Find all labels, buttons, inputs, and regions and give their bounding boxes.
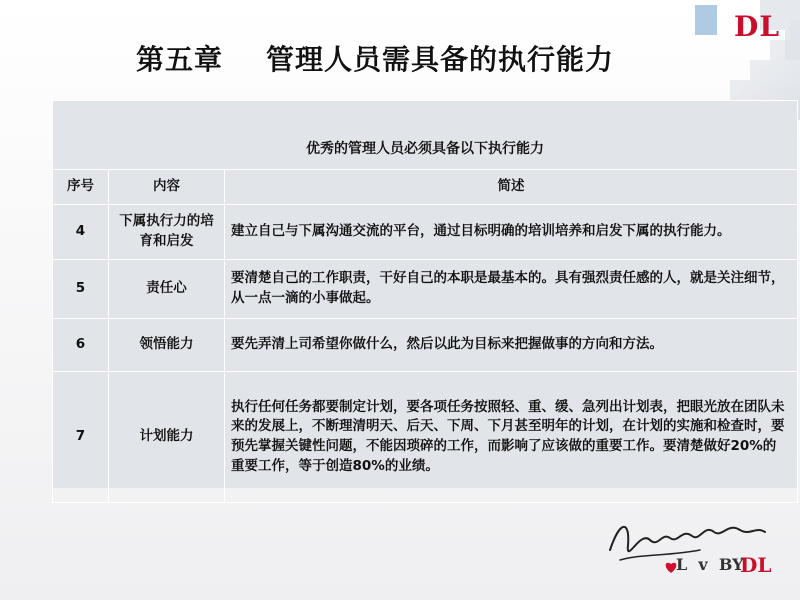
row-description: 执行任何任务都要制定计划，要各项任务按照轻、重、缓、急列出计划表，把眼光放在团队未来的发展上，不断理清明天、后天、下周、下月甚至明年的计划，在计划的实施和检查时，要预先掌握关键性问题，不能因琐碎的工作，而影响了应该做的重要工作。要清楚做好20%的重要工作，等于创造80%的业绩。 [225, 372, 798, 503]
love-brand: DL [740, 553, 772, 577]
header-content: 内容 [109, 170, 225, 205]
table-caption: 优秀的管理人员必须具备以下执行能力 [53, 101, 798, 170]
row-description: 要清楚自己的工作职责，干好自己的本职是最基本的。具有强烈责任感的人，就是关注细节，从一点一滴的小事做起。 [225, 260, 798, 319]
row-content: 计划能力 [109, 372, 225, 503]
table-row [53, 319, 798, 372]
table-caption-row [53, 101, 798, 170]
dl-logo: DL [734, 10, 780, 43]
row-number: 7 [53, 372, 109, 503]
row-number: 4 [53, 205, 109, 260]
row-number: 5 [53, 260, 109, 319]
header-description: 简述 [225, 170, 798, 205]
row-description: 建立自己与下属沟通交流的平台，通过目标明确的培训培养和启发下属的执行能力。 [225, 205, 798, 260]
table-row [53, 372, 798, 503]
table-header-row [53, 170, 798, 205]
table-row [53, 205, 798, 260]
row-number: 6 [53, 319, 109, 372]
slide-title: 第五章 管理人员需具备的执行能力 [136, 43, 614, 76]
row-content: 下属执行力的培育和启发 [109, 205, 225, 260]
row-content: 领悟能力 [109, 319, 225, 372]
header-number: 序号 [53, 170, 109, 205]
love-text: L v BY [676, 555, 744, 574]
signature-graphic [600, 510, 770, 590]
ability-table [52, 100, 798, 503]
row-content: 责任心 [109, 260, 225, 319]
table-row [53, 260, 798, 319]
ability-table-container [52, 100, 798, 488]
row-description: 要先弄清上司希望你做什么，然后以此为目标来把握做事的方向和方法。 [225, 319, 798, 372]
